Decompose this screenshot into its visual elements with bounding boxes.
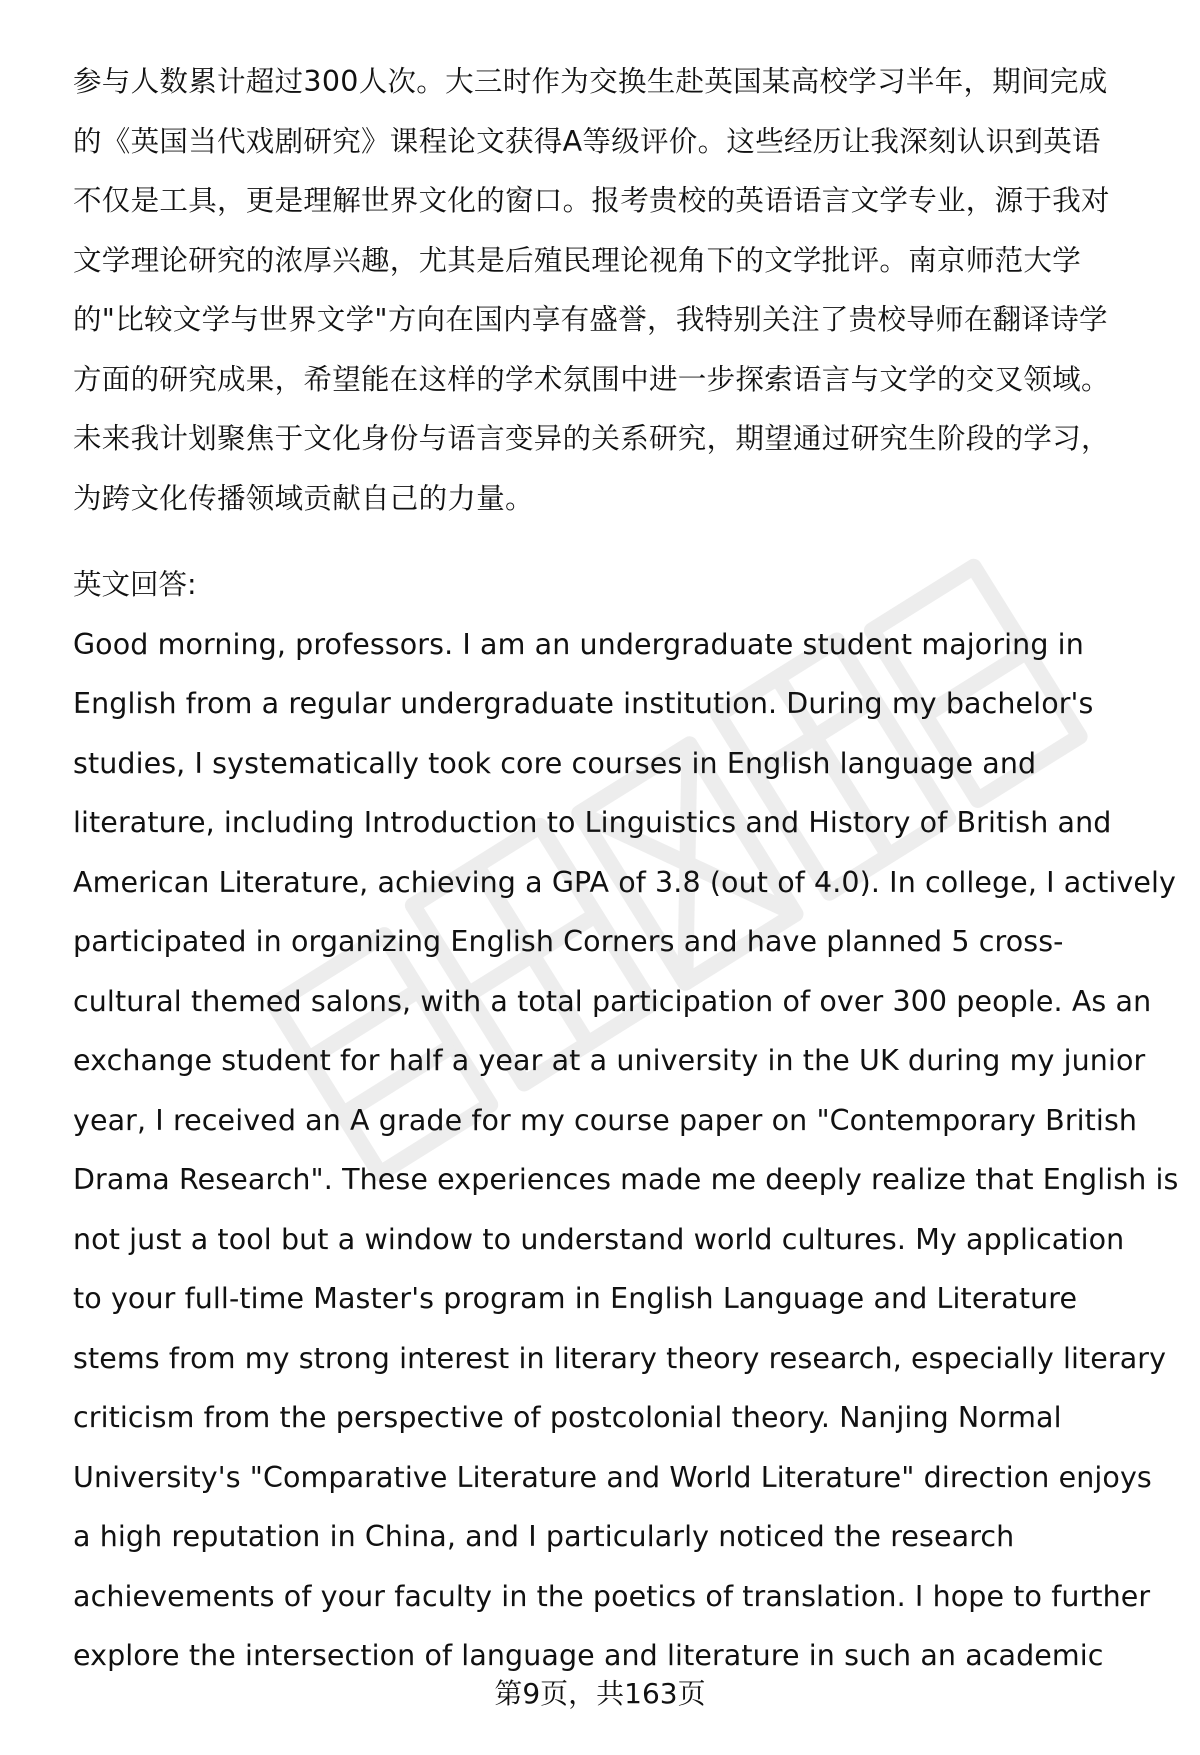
document-body: [73, 52, 1179, 1686]
paragraph-line: 未来我计划聚焦于文化身份与语言变异的关系研究，期望通过研究生阶段的学习，: [73, 422, 1110, 455]
paragraph-line: achievements of your faculty in the poetics of translation. I hope to further: [73, 1579, 1151, 1613]
paragraph-line: stems from my strong interest in literary theory research, especially literary: [73, 1341, 1167, 1375]
paragraph-line: Good morning, professors. I am an undergraduate student majoring in: [73, 627, 1084, 661]
paragraph-line: 参与人数累计超过300人次。大三时作为交换生赴英国某高校学习半年，期间完成: [73, 65, 1108, 98]
paragraph-line: 的《英国当代戏剧研究》课程论文获得A等级评价。这些经历让我深刻认识到英语: [73, 124, 1101, 158]
paragraph-line: explore the intersection of language and literature in such an academic: [73, 1639, 1104, 1672]
page-number-footer: 第9页，共163页: [494, 1677, 706, 1710]
paragraph-line: Drama Research". These experiences made me deeply realize that English is: [73, 1163, 1179, 1196]
paragraph-line: cultural themed salons, with a total participation of over 300 people. As an: [73, 984, 1152, 1018]
paragraph-line: English from a regular undergraduate institution. During my bachelor's: [73, 687, 1094, 720]
paragraph-line: 为跨文化传播领域贡献自己的力量。: [73, 481, 534, 515]
chinese-paragraph: [73, 52, 1153, 528]
paragraph-line: American Literature, achieving a GPA of 3.8 (out of 4.0). In college, I actively: [73, 865, 1177, 899]
paragraph-line: year, I received an A grade for my course paper on "Contemporary British: [73, 1103, 1138, 1137]
english-paragraph: [73, 615, 1179, 1686]
paragraph-line: 方面的研究成果，希望能在这样的学术氛围中进一步探索语言与文学的交叉领域。: [73, 362, 1110, 396]
english-answer-label: 英文回答:: [73, 568, 197, 601]
paragraph-line: literature, including Introduction to Linguistics and History of British and: [73, 806, 1112, 839]
paragraph-line: exchange student for half a year at a university in the UK during my junior: [73, 1044, 1146, 1077]
paragraph-line: 不仅是工具，更是理解世界文化的窗口。报考贵校的英语语言文学专业，源于我对: [73, 184, 1110, 217]
paragraph-line: participated in organizing English Corners and have planned 5 cross-: [73, 925, 1064, 958]
paragraph-line: not just a tool but a window to understand world cultures. My application: [73, 1222, 1125, 1256]
paragraph-line: criticism from the perspective of postcolonial theory. Nanjing Normal: [73, 1401, 1062, 1434]
paragraph-line: to your full-time Master's program in English Language and Literature: [73, 1282, 1078, 1315]
paragraph-line: a high reputation in China, and I particularly noticed the research: [73, 1520, 1015, 1553]
paragraph-line: 的"比较文学与世界文学"方向在国内享有盛誉，我特别关注了贵校导师在翻译诗学: [73, 303, 1108, 336]
paragraph-line: 文学理论研究的浓厚兴趣，尤其是后殖民理论视角下的文学批评。南京师范大学: [73, 243, 1082, 277]
paragraph-line: studies, I systematically took core courses in English language and: [73, 746, 1037, 780]
paragraph-line: University's "Comparative Literature and World Literature" direction enjoys: [73, 1460, 1152, 1494]
